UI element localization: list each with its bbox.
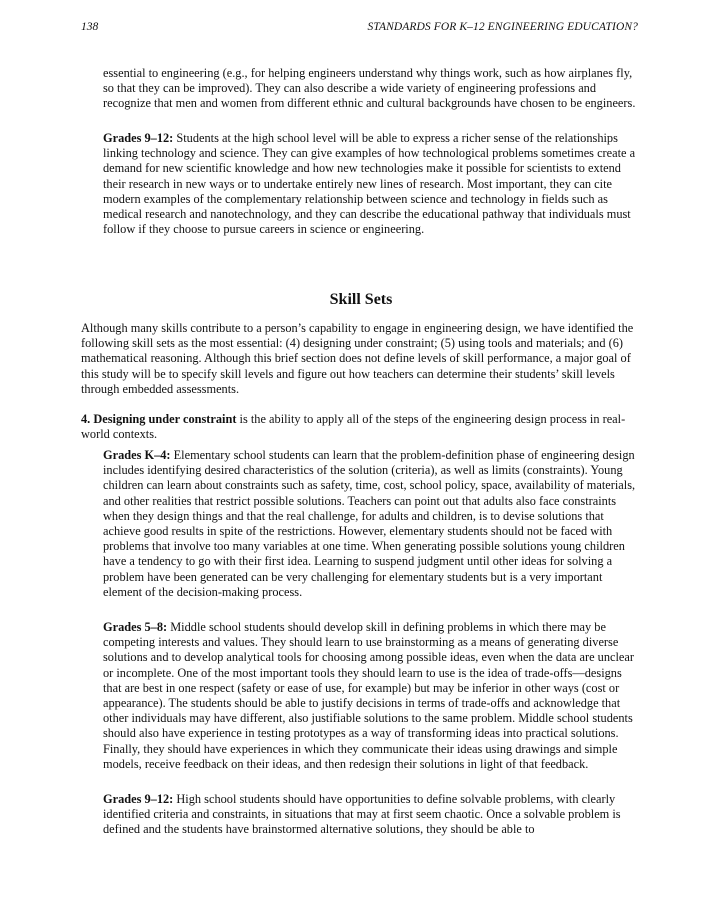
running-header: [81, 21, 638, 39]
grades-5-8-text: Middle school students should develop skill in defining problems in which there may be competing interests and values. They should learn to use brainstorming as a means of generating diverse solutions and to develop analytical tools for choosing among possible ideas, even when the data are unclear or incomplete. One of the most important tools they should learn to use is the idea of trade-offs—designs that are best in one respect (safety or ease of use, for example) but may be inferior in other ways (cost or appearance). The students should be able to justify decisions in terms of trade-offs and acknowledge that other individuals may have different, also justifiable solutions to the same problem. Middle school students should also have experience in testing prototypes as a way of transforming ideas into practical solutions. Finally, they should have experiences in which they communicate their ideas using drawings and simple models, receive feedback on their ideas, and then redesign their solutions in light of that feedback.: [103, 620, 634, 771]
designing-under-constraint-paragraph: [81, 412, 641, 442]
grades-9-12-text: Students at the high school level will be able to express a richer sense of the relationships linking technology and science. They can give examples of how technological problems sometimes create a demand for new scientific knowledge and how new technologies make it possible for scientists to extend their research in new ways or to undertake entirely new lines of research. Most important, they can cite modern examples of the complementary relationship between science and technology in fields such as medical research and nanotechnology, and they can describe the educational pathway that individuals must follow if they choose to pursue careers in science or engineering.: [103, 131, 636, 237]
grades-k-4-text: Elementary school students can learn that the problem-definition phase of engineering design includes identifying desired characteristics of the solution (criteria), as well as limits (constraints). Young children can learn about constraints such as safety, time, cost, school policy, space, availability of materials, and other realities that restrict possible solutions. Teachers can point out that adults also face constraints when they design things and that the real challenge, for adults and children, is to devise solutions that achieve good results in spite of the restrictions. However, elementary students should not be faced with problems that involve too many variables at one time. When generating possible solutions young children have a tendency to go with their first idea. Learning to suspend judgment until other ideas for solving a problem have been generated can be very challenging for elementary students but is a very important element of the decision-making process.: [103, 448, 636, 599]
grades-k-4-paragraph: [103, 448, 643, 600]
grades-9-12-science-paragraph: [103, 131, 643, 237]
running-title: STANDARDS FOR K–12 ENGINEERING EDUCATION?: [367, 21, 638, 33]
grades-9-12-constraint-label: Grades 9–12:: [103, 792, 174, 806]
page-number: 138: [81, 21, 99, 33]
designing-under-constraint-text: is the ability to apply all of the steps of the engineering design process in real-world contexts.: [81, 412, 626, 442]
intro-continuation-paragraph: essential to engineering (e.g., for helping engineers understand why things work, such as how airplanes fly, so that they can be improved). They can also describe a wide variety of engineering professions and recognize that men and women from different ethnic and cultural backgrounds have chosen to be engineers.: [103, 66, 636, 111]
grades-9-12-label: Grades 9–12:: [103, 131, 174, 145]
section-heading: Skill Sets: [329, 291, 393, 308]
skill-sets-intro-paragraph: Although many skills contribute to a person’s capability to engage in engineering design, we have identified the following skill sets as the most essential: (4) designing under constraint; (5) using tools and materials; and (6) mathematical reasoning. Although this brief section does not define levels of skill performance, a major goal of this study will be to specify skill levels and figure out how teachers can determine their students’ skill levels through embedded assessments.: [81, 321, 634, 396]
grades-9-12-constraint-paragraph: [103, 792, 643, 838]
grades-5-8-label: Grades 5–8:: [103, 620, 168, 634]
grades-k-4-label: Grades K–4:: [103, 448, 171, 462]
grades-5-8-paragraph: [103, 620, 643, 772]
designing-under-constraint-label: 4. Designing under constraint: [81, 412, 237, 426]
grades-9-12-constraint-text: High school students should have opportunities to define solvable problems, with clearly identified criteria and constraints, in situations that may at first seem chaotic. Once a solvable problem is defined and the students have brainstormed alternative solutions, they should be able to: [103, 792, 621, 837]
